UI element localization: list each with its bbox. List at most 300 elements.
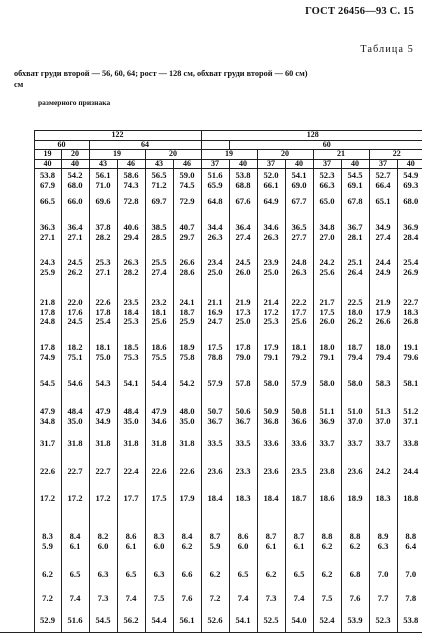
cell-value: 26.2 xyxy=(343,317,368,327)
cell-value: 17.3 xyxy=(231,308,256,318)
table-cell xyxy=(257,614,285,633)
cell-value: 24.8 xyxy=(287,258,312,268)
cell-value: 21.7 xyxy=(315,298,340,308)
table-cell xyxy=(257,530,285,568)
table-cell xyxy=(145,492,173,530)
cell-value: 23.2 xyxy=(147,298,172,308)
table-cell xyxy=(173,592,201,614)
cell-value: 36.7 xyxy=(203,417,228,427)
cell-value: 7.2 xyxy=(36,594,60,604)
cell-value: 78.8 xyxy=(203,353,228,363)
cell-value: 17.9 xyxy=(371,308,396,318)
cell-value: 7.2 xyxy=(203,594,228,604)
table-cell xyxy=(257,296,285,341)
table-cell xyxy=(34,568,61,592)
table-cell xyxy=(229,377,257,405)
cell-value: 29.7 xyxy=(175,233,200,243)
table-cell xyxy=(229,614,257,633)
table-cell xyxy=(313,614,341,633)
table-row xyxy=(0,169,422,195)
table-row xyxy=(0,221,422,256)
table-cell xyxy=(397,221,422,256)
cell-value: 21.9 xyxy=(231,298,256,308)
cell-value: 24.4 xyxy=(371,258,396,268)
cell-value: 6.5 xyxy=(287,570,312,580)
table-cell xyxy=(34,296,61,341)
table-cell xyxy=(145,614,173,633)
table-cell xyxy=(145,221,173,256)
chest-header-row-cell: 60 xyxy=(34,140,89,150)
cell-value: 75.8 xyxy=(175,353,200,363)
table-cell xyxy=(201,195,229,221)
cell-value: 17.7 xyxy=(287,308,312,318)
cell-value: 58.3 xyxy=(371,379,396,389)
cell-value: 75.1 xyxy=(63,353,88,363)
table-cell xyxy=(341,341,369,377)
table-cell xyxy=(397,530,422,568)
column-header: 43 xyxy=(145,159,173,169)
table-cell xyxy=(229,256,257,296)
table-cell xyxy=(173,296,201,341)
table-cell xyxy=(285,169,313,195)
table-cell xyxy=(89,169,117,195)
cell-value: 51.6 xyxy=(203,171,228,181)
table-cell xyxy=(61,492,89,530)
table-cell xyxy=(173,568,201,592)
cell-value: 75.3 xyxy=(119,353,144,363)
table-cell xyxy=(229,492,257,530)
table-cell xyxy=(61,614,89,633)
table-cell xyxy=(89,341,117,377)
table-cell xyxy=(257,256,285,296)
cell-value: 8.7 xyxy=(259,532,284,542)
cell-value: 53.8 xyxy=(399,616,422,626)
cell-value: 6.2 xyxy=(315,542,340,552)
cell-value: 31.8 xyxy=(147,439,172,449)
table-cell xyxy=(34,256,61,296)
table-cell xyxy=(201,169,229,195)
cell-value: 26.6 xyxy=(175,258,200,268)
column-header: 40 xyxy=(61,159,89,169)
table-cell xyxy=(117,492,145,530)
cell-value: 25.9 xyxy=(36,268,60,278)
cell-value: 24.1 xyxy=(175,298,200,308)
cell-value: 33.5 xyxy=(203,439,228,449)
table-cell xyxy=(369,221,397,256)
cell-value: 56.1 xyxy=(91,171,116,181)
table-cell xyxy=(285,465,313,492)
cell-value: 31.8 xyxy=(175,439,200,449)
cell-value: 36.8 xyxy=(259,417,284,427)
cell-value: 56.5 xyxy=(147,171,172,181)
column-header-row xyxy=(0,159,422,169)
cell-value: 17.2 xyxy=(91,494,116,504)
table-cell xyxy=(229,568,257,592)
cell-value: 7.6 xyxy=(343,594,368,604)
table-cell xyxy=(285,614,313,633)
cell-value: 8.8 xyxy=(343,532,368,542)
table-body xyxy=(0,131,422,633)
cell-value: 22.7 xyxy=(63,467,88,477)
table-cell xyxy=(201,614,229,633)
table-cell xyxy=(257,221,285,256)
table-cell xyxy=(117,568,145,592)
cell-value: 21.8 xyxy=(36,298,60,308)
cell-value: 26.3 xyxy=(259,233,284,243)
cell-value: 50.6 xyxy=(231,407,256,417)
cell-value: 31.8 xyxy=(91,439,116,449)
table-cell xyxy=(229,465,257,492)
table-label: Таблица 5 xyxy=(360,44,414,55)
table-cell xyxy=(285,405,313,437)
cell-value: 37.8 xyxy=(91,223,116,233)
cell-value: 79.0 xyxy=(231,353,256,363)
cell-value: 58.6 xyxy=(119,171,144,181)
table-row xyxy=(0,405,422,437)
height-header-row-cell: 122 xyxy=(34,131,201,141)
table-cell xyxy=(369,341,397,377)
cell-value: 6.3 xyxy=(147,570,172,580)
row-label-cell xyxy=(0,296,34,341)
cell-value: 19.1 xyxy=(399,343,422,353)
cell-value: 17.2 xyxy=(63,494,88,504)
cell-value: 26.9 xyxy=(399,268,422,278)
table-cell xyxy=(173,195,201,221)
cell-value: 6.1 xyxy=(119,542,144,552)
cell-value: 18.6 xyxy=(147,343,172,353)
table-cell xyxy=(201,592,229,614)
cell-value: 27.4 xyxy=(231,233,256,243)
table-cell xyxy=(313,169,341,195)
table-cell xyxy=(34,341,61,377)
cell-value: 31.8 xyxy=(119,439,144,449)
table-cell xyxy=(117,592,145,614)
table-cell xyxy=(369,465,397,492)
cell-value: 24.7 xyxy=(203,317,228,327)
cell-value: 25.0 xyxy=(259,268,284,278)
table-cell xyxy=(173,169,201,195)
table-cell xyxy=(89,195,117,221)
table-cell xyxy=(341,437,369,465)
table-cell xyxy=(34,465,61,492)
cell-value: 27.4 xyxy=(371,233,396,243)
column-header: 46 xyxy=(173,159,201,169)
cell-value: 79.4 xyxy=(343,353,368,363)
cell-value: 48.4 xyxy=(119,407,144,417)
cell-value: 28.5 xyxy=(147,233,172,243)
row-label-cell xyxy=(0,169,34,195)
table-cell xyxy=(369,169,397,195)
cell-value: 27.1 xyxy=(36,233,60,243)
table-cell xyxy=(313,568,341,592)
cell-value: 66.5 xyxy=(36,197,60,207)
cell-value: 23.8 xyxy=(315,467,340,477)
cell-value: 66.0 xyxy=(63,197,88,207)
cell-value: 23.9 xyxy=(259,258,284,268)
cell-value: 36.7 xyxy=(231,417,256,427)
table-cell xyxy=(145,296,173,341)
table-row xyxy=(0,296,422,341)
table-cell xyxy=(34,195,61,221)
table-cell xyxy=(229,341,257,377)
row-label-cell xyxy=(0,568,34,592)
hip-header-row-cell: 20 xyxy=(61,150,89,160)
cell-value: 37.1 xyxy=(399,417,422,427)
table-cell xyxy=(369,614,397,633)
cell-value: 28.2 xyxy=(91,233,116,243)
table-cell xyxy=(341,530,369,568)
table-row xyxy=(0,592,422,614)
table-cell xyxy=(117,169,145,195)
cell-value: 52.3 xyxy=(371,616,396,626)
table-cell xyxy=(34,169,61,195)
cell-value: 27.1 xyxy=(91,268,116,278)
table-cell xyxy=(34,221,61,256)
cell-value: 18.1 xyxy=(91,343,116,353)
table-cell xyxy=(89,465,117,492)
table-cell xyxy=(89,296,117,341)
cell-value: 40.7 xyxy=(175,223,200,233)
cell-value: 18.0 xyxy=(343,308,368,318)
cell-value: 24.5 xyxy=(63,258,88,268)
cell-value: 58.0 xyxy=(259,379,284,389)
cell-value: 34.9 xyxy=(371,223,396,233)
cell-value: 18.4 xyxy=(119,308,144,318)
cell-value: 17.5 xyxy=(315,308,340,318)
cell-value: 24.3 xyxy=(36,258,60,268)
table-cell xyxy=(117,614,145,633)
table-cell xyxy=(341,169,369,195)
table-cell xyxy=(257,405,285,437)
hip-header-row-cell xyxy=(0,150,34,160)
cell-value: 26.4 xyxy=(343,268,368,278)
cell-value: 18.9 xyxy=(175,343,200,353)
cell-value: 64.9 xyxy=(259,197,284,207)
table-cell xyxy=(285,437,313,465)
cell-value: 6.0 xyxy=(231,542,256,552)
cell-value: 17.5 xyxy=(203,343,228,353)
cell-value: 24.5 xyxy=(231,258,256,268)
table-cell xyxy=(341,465,369,492)
cell-value: 18.7 xyxy=(343,343,368,353)
cell-value: 7.7 xyxy=(371,594,396,604)
table-cell xyxy=(201,530,229,568)
height-header-row xyxy=(0,131,422,141)
cell-value: 8.4 xyxy=(175,532,200,542)
table-cell xyxy=(313,195,341,221)
table-cell xyxy=(117,530,145,568)
cell-value: 36.4 xyxy=(231,223,256,233)
table-cell xyxy=(285,377,313,405)
cell-value: 68.0 xyxy=(63,181,88,191)
cell-value: 48.4 xyxy=(63,407,88,417)
table-cell xyxy=(257,437,285,465)
cell-value: 7.4 xyxy=(287,594,312,604)
table-cell xyxy=(89,405,117,437)
table-cell xyxy=(173,530,201,568)
table-cell xyxy=(89,592,117,614)
table-cell xyxy=(397,169,422,195)
table-cell xyxy=(201,405,229,437)
hip-header-row-cell: 22 xyxy=(369,150,422,160)
cell-value: 56.1 xyxy=(175,616,200,626)
row-label-cell xyxy=(0,437,34,465)
hip-header-row-cell: 20 xyxy=(145,150,201,160)
table-cell xyxy=(201,256,229,296)
table-cell xyxy=(341,614,369,633)
table-cell xyxy=(173,405,201,437)
cell-value: 18.7 xyxy=(175,308,200,318)
cell-value: 50.7 xyxy=(203,407,228,417)
table-cell xyxy=(285,492,313,530)
cell-value: 22.4 xyxy=(119,467,144,477)
cell-value: 23.5 xyxy=(287,467,312,477)
cell-value: 6.2 xyxy=(259,570,284,580)
cell-value: 33.7 xyxy=(315,439,340,449)
table-cell xyxy=(89,256,117,296)
cell-value: 74.3 xyxy=(119,181,144,191)
table-cell xyxy=(369,592,397,614)
table-cell xyxy=(313,437,341,465)
column-header: 37 xyxy=(257,159,285,169)
cell-value: 54.0 xyxy=(287,616,312,626)
table-cell xyxy=(397,405,422,437)
table-cell xyxy=(285,568,313,592)
cell-value: 36.5 xyxy=(287,223,312,233)
cell-value: 24.2 xyxy=(371,467,396,477)
table-cell xyxy=(313,377,341,405)
cell-value: 66.4 xyxy=(371,181,396,191)
cell-value: 7.5 xyxy=(315,594,340,604)
row-label-cell xyxy=(0,377,34,405)
table-cell xyxy=(285,256,313,296)
cell-value: 6.1 xyxy=(287,542,312,552)
row-label-cell xyxy=(0,195,34,221)
row-label-cell xyxy=(0,465,34,492)
cell-value: 58.0 xyxy=(343,379,368,389)
cell-value: 27.7 xyxy=(287,233,312,243)
cell-value: 8.8 xyxy=(315,532,340,542)
table-cell xyxy=(201,437,229,465)
cell-value: 7.4 xyxy=(63,594,88,604)
column-header: 43 xyxy=(89,159,117,169)
cell-value: 69.7 xyxy=(147,197,172,207)
table-cell xyxy=(229,221,257,256)
cell-value: 18.1 xyxy=(147,308,172,318)
table-cell xyxy=(341,256,369,296)
cell-value: 54.1 xyxy=(287,171,312,181)
cell-value: 35.0 xyxy=(119,417,144,427)
table-row xyxy=(0,341,422,377)
cell-value: 54.3 xyxy=(91,379,116,389)
cell-value: 29.4 xyxy=(119,233,144,243)
table-cell xyxy=(257,341,285,377)
cell-value: 47.9 xyxy=(91,407,116,417)
cell-value: 22.2 xyxy=(287,298,312,308)
table-cell xyxy=(285,341,313,377)
cell-value: 18.8 xyxy=(399,494,422,504)
cell-value: 7.3 xyxy=(259,594,284,604)
cell-value: 54.5 xyxy=(343,171,368,181)
table-cell xyxy=(145,405,173,437)
cell-value: 50.8 xyxy=(287,407,312,417)
cell-value: 25.6 xyxy=(315,268,340,278)
cell-value: 22.5 xyxy=(343,298,368,308)
cell-value: 6.2 xyxy=(36,570,60,580)
cell-value: 6.8 xyxy=(343,570,368,580)
cell-value: 18.3 xyxy=(231,494,256,504)
table-row xyxy=(0,492,422,530)
table-cell xyxy=(201,492,229,530)
cell-value: 17.8 xyxy=(36,308,60,318)
cell-value: 23.3 xyxy=(231,467,256,477)
cell-value: 51.0 xyxy=(343,407,368,417)
column-header: 40 xyxy=(341,159,369,169)
column-header: 40 xyxy=(34,159,61,169)
cell-value: 53.8 xyxy=(36,171,60,181)
cell-value: 36.6 xyxy=(287,417,312,427)
table-cell xyxy=(229,405,257,437)
cell-value: 6.0 xyxy=(147,542,172,552)
hip-header-row-cell: 19 xyxy=(201,150,257,160)
cell-value: 34.8 xyxy=(315,223,340,233)
caption-line-1: обхват груди второй — 56, 60, 64; рост — 128 см, обхват груди второй — 60 см) xyxy=(14,68,414,79)
cell-value: 52.6 xyxy=(203,616,228,626)
cell-value: 47.9 xyxy=(147,407,172,417)
table-cell xyxy=(61,592,89,614)
cell-value: 28.2 xyxy=(119,268,144,278)
table-cell xyxy=(313,530,341,568)
cell-value: 65.1 xyxy=(371,197,396,207)
cell-value: 5.9 xyxy=(203,542,228,552)
cell-value: 6.2 xyxy=(315,570,340,580)
table-cell xyxy=(313,221,341,256)
cell-value: 40.6 xyxy=(119,223,144,233)
column-header: 40 xyxy=(285,159,313,169)
table-row xyxy=(0,614,422,633)
cell-value: 28.4 xyxy=(399,233,422,243)
cell-value: 34.6 xyxy=(147,417,172,427)
table-row xyxy=(0,465,422,492)
hip-header-row xyxy=(0,150,422,160)
table-cell xyxy=(145,169,173,195)
cell-value: 57.8 xyxy=(231,379,256,389)
table-cell xyxy=(369,437,397,465)
cell-value: 68.0 xyxy=(399,197,422,207)
cell-value: 34.9 xyxy=(91,417,116,427)
row-label-cell xyxy=(0,256,34,296)
cell-value: 53.9 xyxy=(343,616,368,626)
cell-value: 7.4 xyxy=(119,594,144,604)
table-cell xyxy=(257,568,285,592)
cell-value: 48.0 xyxy=(175,407,200,417)
row-label-cell xyxy=(0,221,34,256)
cell-value: 22.7 xyxy=(399,298,422,308)
column-label-size-sign: размерного признака xyxy=(38,98,110,107)
cell-value: 33.6 xyxy=(259,439,284,449)
table-cell xyxy=(117,195,145,221)
table-cell xyxy=(313,296,341,341)
table-cell xyxy=(61,437,89,465)
cell-value: 17.5 xyxy=(147,494,172,504)
table-cell xyxy=(397,492,422,530)
cell-value: 52.0 xyxy=(259,171,284,181)
cell-value: 56.2 xyxy=(119,616,144,626)
cell-value: 69.6 xyxy=(91,197,116,207)
table-cell xyxy=(201,465,229,492)
cell-value: 71.0 xyxy=(91,181,116,191)
cell-value: 54.5 xyxy=(36,379,60,389)
